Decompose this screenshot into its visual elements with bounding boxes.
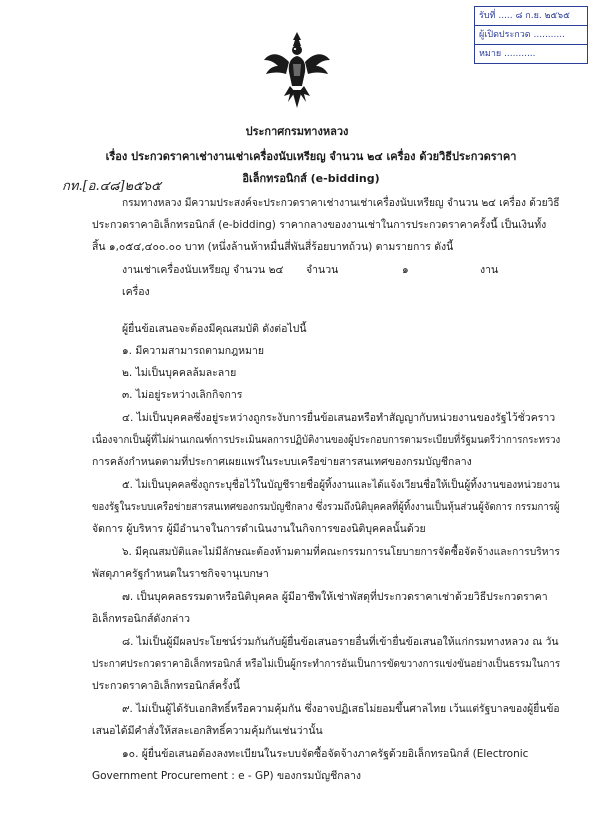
qualification-8-line-1: ๘. ไม่เป็นผู้มีผลประโยชน์ร่วมกันกับผู้ยื่นข้อเสนอรายอื่นที่เข้ายื่นข้อเสนอให้แก่กรมทางหลวง ณ วัน bbox=[122, 636, 559, 648]
item-name-continued: เครื่อง bbox=[122, 286, 150, 298]
qualification-4-line-1: ๔. ไม่เป็นบุคคลซึ่งอยู่ระหว่างถูกระงับการยื่นข้อเสนอหรือทำสัญญากับหน่วยงานของรัฐไว้ชั่วคราว bbox=[122, 412, 556, 424]
item-quantity: ๑ bbox=[402, 264, 409, 276]
stamp-date-row: รับที่ ..... ๘ ก.ย. ๒๕๖๕ bbox=[475, 7, 587, 26]
qualification-6-line-2: พัสดุภาครัฐกำหนดในราชกิจจานุเบกษา bbox=[92, 568, 269, 580]
qualification-10-line-2: Government Procurement : e - GP) ของกรมบัญชีกลาง bbox=[92, 770, 362, 782]
item-name: งานเช่าเครื่องนับเหรียญ จำนวน ๒๔ bbox=[122, 264, 284, 276]
qualification-9-line-2: เสนอได้มีคำสั่งให้สละเอกสิทธิ์ความคุ้มกันเช่นว่านั้น bbox=[92, 725, 323, 737]
item-unit: งาน bbox=[480, 264, 499, 276]
item-quantity-label: จำนวน bbox=[306, 264, 339, 276]
qualification-8-line-2: ประกาศประกวดราคาอิเล็กทรอนิกส์ หรือไม่เป็นผู้กระทำการอันเป็นการขัดขวางการแข่งขันอย่างเป็นธรรมในการ bbox=[92, 658, 561, 670]
page-heading: ประกาศกรมทางหลวง bbox=[245, 125, 349, 138]
qualification-5-line-3: จัดการ ผู้บริหาร ผู้มีอำนาจในการดำเนินงานในกิจการของนิติบุคคลนั้นด้วย bbox=[92, 523, 426, 535]
qualification-7-line-2: อิเล็กทรอนิกส์ดังกล่าว bbox=[92, 613, 191, 625]
qualifications-heading: ผู้ยื่นข้อเสนอจะต้องมีคุณสมบัติ ดังต่อไปนี้ bbox=[122, 323, 307, 335]
qualification-2: ๒. ไม่เป็นบุคคลล้มละลาย bbox=[122, 367, 237, 379]
qualification-9-line-1: ๙. ไม่เป็นผู้ได้รับเอกสิทธิ์หรือความคุ้มกัน ซึ่งอาจปฏิเสธไม่ยอมขึ้นศาลไทย เว้นแต่รัฐบาลของผู้ยื่นข้อ bbox=[122, 703, 560, 715]
stamp-note-row: หมาย ........... bbox=[479, 49, 536, 59]
qualification-5-line-1: ๕. ไม่เป็นบุคคลซึ่งถูกระบุชื่อไว้ในบัญชีรายชื่อผู้ทิ้งงานและได้แจ้งเวียนชื่อให้เป็นผู้ทิ้งงานของหน่วยงาน bbox=[122, 479, 560, 491]
intro-line-1: กรมทางหลวง มีความประสงค์จะประกวดราคาเช่างานเช่าเครื่องนับเหรียญ จำนวน ๒๔ เครื่อง ด้วยวิธี bbox=[122, 197, 560, 209]
qualification-6-line-1: ๖. มีคุณสมบัติและไม่มีลักษณะต้องห้ามตามที่คณะกรรมการนโยบายการจัดซื้อจัดจ้างและการบริหาร bbox=[122, 546, 560, 558]
receiving-stamp bbox=[474, 6, 588, 64]
qualification-7-line-1: ๗. เป็นบุคคลธรรมดาหรือนิติบุคคล ผู้มีอาชีพให้เช่าพัสดุที่ประกวดราคาเช่าด้วยวิธีประกวดราคา bbox=[122, 591, 548, 603]
qualification-1: ๑. มีความสามารถตามกฎหมาย bbox=[122, 345, 265, 357]
handwritten-reference-number: กท.[อ.๔๘]๒๕๖๕ bbox=[62, 179, 162, 194]
qualification-5-line-2: ของรัฐในระบบเครือข่ายสารสนเทศของกรมบัญชีกลาง ซึ่งรวมถึงนิติบุคคลที่ผู้ทิ้งงานเป็นหุ้นส่วนผู้จัดการ กรรมการผู้ bbox=[92, 501, 560, 513]
garuda-emblem-icon bbox=[262, 30, 332, 110]
intro-line-3: สิ้น ๑,๐๕๔,๔๐๐.๐๐ บาท (หนึ่งล้านห้าหมื่นสี่พันสี่ร้อยบาทถ้วน) ตามรายการ ดังนี้ bbox=[92, 241, 454, 253]
qualification-4-line-3: การคลังกำหนดตามที่ประกาศเผยแพร่ในระบบเครือข่ายสารสนเทศของกรมบัญชีกลาง bbox=[92, 456, 472, 468]
stamp-opener-row: ผู้เปิดประกวด ........... bbox=[475, 26, 587, 45]
intro-line-2: ประกวดราคาอิเล็กทรอนิกส์ (e-bidding) ราคากลางของงานเช่าในการประกวดราคาครั้งนี้ เป็นเงินทั้ง bbox=[92, 219, 547, 231]
qualification-3: ๓. ไม่อยู่ระหว่างเลิกกิจการ bbox=[122, 389, 243, 401]
qualification-10-line-1: ๑๐. ผู้ยื่นข้อเสนอต้องลงทะเบียนในระบบจัดซื้อจัดจ้างภาครัฐด้วยอิเล็กทรอนิกส์ (Electronic bbox=[122, 748, 529, 760]
qualification-8-line-3: ประกวดราคาอิเล็กทรอนิกส์ครั้งนี้ bbox=[92, 680, 240, 692]
qualification-4-line-2: เนื่องจากเป็นผู้ที่ไม่ผ่านเกณฑ์การประเมินผลการปฏิบัติงานของผู้ประกอบการตามระเบียบที่รัฐมนตรีว่าการกระทรวง bbox=[92, 434, 561, 446]
subject-line: เรื่อง ประกวดราคาเช่างานเช่าเครื่องนับเหรียญ จำนวน ๒๔ เครื่อง ด้วยวิธีประกวดราคาอิเล็กทรอนิกส์ (e-bidding) bbox=[105, 150, 517, 185]
